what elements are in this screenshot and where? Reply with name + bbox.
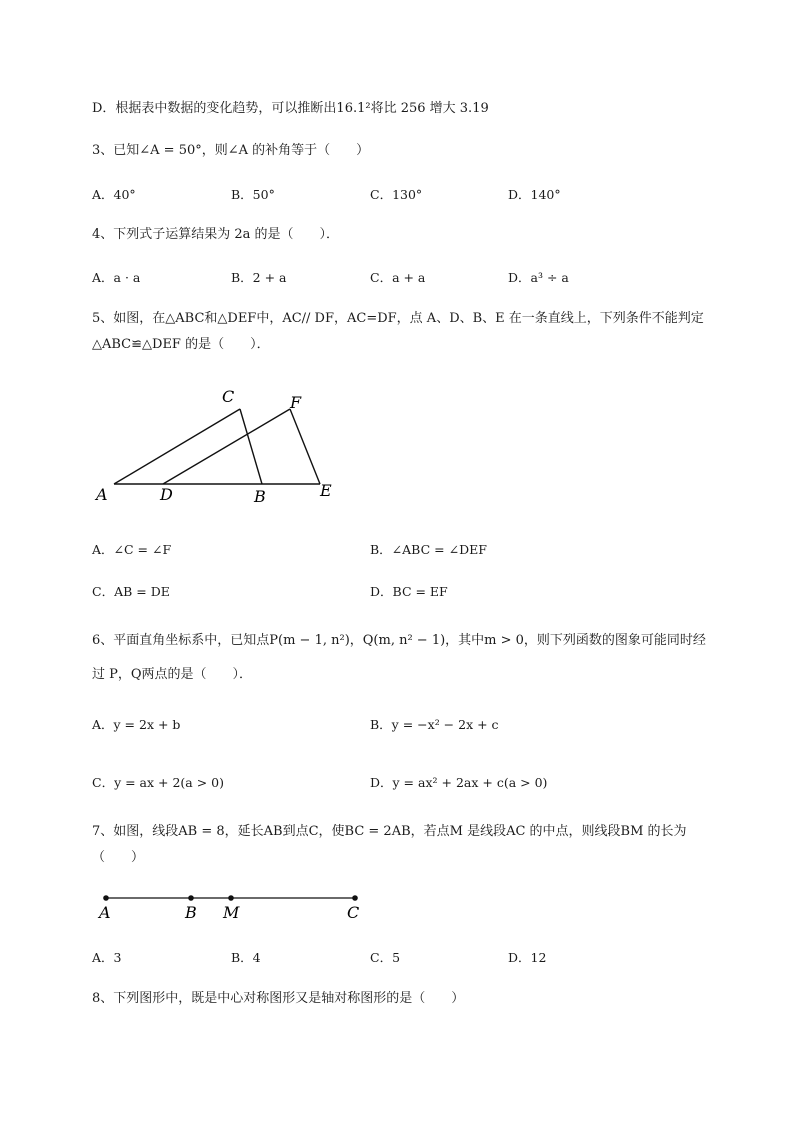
q6-option-d: D．y = ax² + 2ax + c(a > 0): [370, 775, 548, 790]
label-d: D: [160, 485, 173, 504]
q7-option-c: C．5: [370, 950, 401, 965]
q4-option-d: D．a³ ÷ a: [508, 270, 569, 285]
label-f: F: [290, 393, 302, 412]
q2-option-d: D．根据表中数据的变化趋势，可以推断出16.1²将比 256 增大 3.19: [92, 101, 489, 116]
question-6-line-2: 过 P，Q两点的是（ ）．: [92, 667, 253, 682]
q7-option-d: D．12: [508, 950, 547, 965]
q3-option-b: B．50°: [231, 187, 275, 202]
label-c: C: [222, 387, 235, 406]
q4-option-b: B．2 + a: [231, 270, 287, 285]
q4-option-c: C．a + a: [370, 270, 426, 285]
question-7-line-1: 7、如图，线段AB = 8，延长AB到点C，使BC = 2AB，若点M 是线段AC 的中点，则线段BM 的长为: [92, 824, 687, 839]
q4-option-a: A．a · a: [92, 270, 141, 285]
label-a: A: [96, 485, 108, 504]
q5-option-b: B．∠ABC = ∠DEF: [370, 542, 487, 557]
question-7-line-2: （ ）: [92, 850, 145, 865]
q5-option-d: D．BC = EF: [370, 584, 448, 599]
q6-option-a: A．y = 2x + b: [92, 717, 181, 732]
label-m: M: [223, 903, 240, 922]
q3-option-c: C．130°: [370, 187, 423, 202]
q6-option-b: B．y = −x² − 2x + c: [370, 717, 499, 732]
q6-option-c: C．y = ax + 2(a > 0): [92, 775, 225, 790]
q5-option-c: C．AB = DE: [92, 584, 170, 599]
q7-option-b: B．4: [231, 950, 261, 965]
question-3: 3、已知∠A = 50°，则∠A 的补角等于（ ）: [92, 143, 370, 158]
q3-option-d: D．140°: [508, 187, 561, 202]
triangles-figure: [90, 380, 350, 510]
label-a: A: [99, 903, 111, 922]
question-4: 4、下列式子运算结果为 2a 的是（ ）．: [92, 227, 340, 242]
label-e: E: [320, 481, 332, 500]
segment-figure: [90, 888, 370, 928]
question-6-line-1: 6、平面直角坐标系中，已知点P(m − 1, n²)，Q(m, n² − 1)，其中m > 0，则下列函数的图象可能同时经: [92, 633, 706, 648]
q5-option-a: A．∠C = ∠F: [92, 542, 172, 557]
question-5-line-2: △ABC≌△DEF 的是（ ）．: [92, 337, 270, 352]
question-5-line-1: 5、如图，在△ABC和△DEF中，AC// DF，AC=DF，点 A、D、B、E 在一条直线上，下列条件不能判定: [92, 311, 704, 326]
question-8: 8、下列图形中，既是中心对称图形又是轴对称图形的是（ ）: [92, 991, 465, 1006]
label-c: C: [347, 903, 360, 922]
label-b: B: [254, 487, 266, 506]
q7-option-a: A．3: [92, 950, 122, 965]
q3-option-a: A．40°: [92, 187, 136, 202]
label-b: B: [185, 903, 197, 922]
